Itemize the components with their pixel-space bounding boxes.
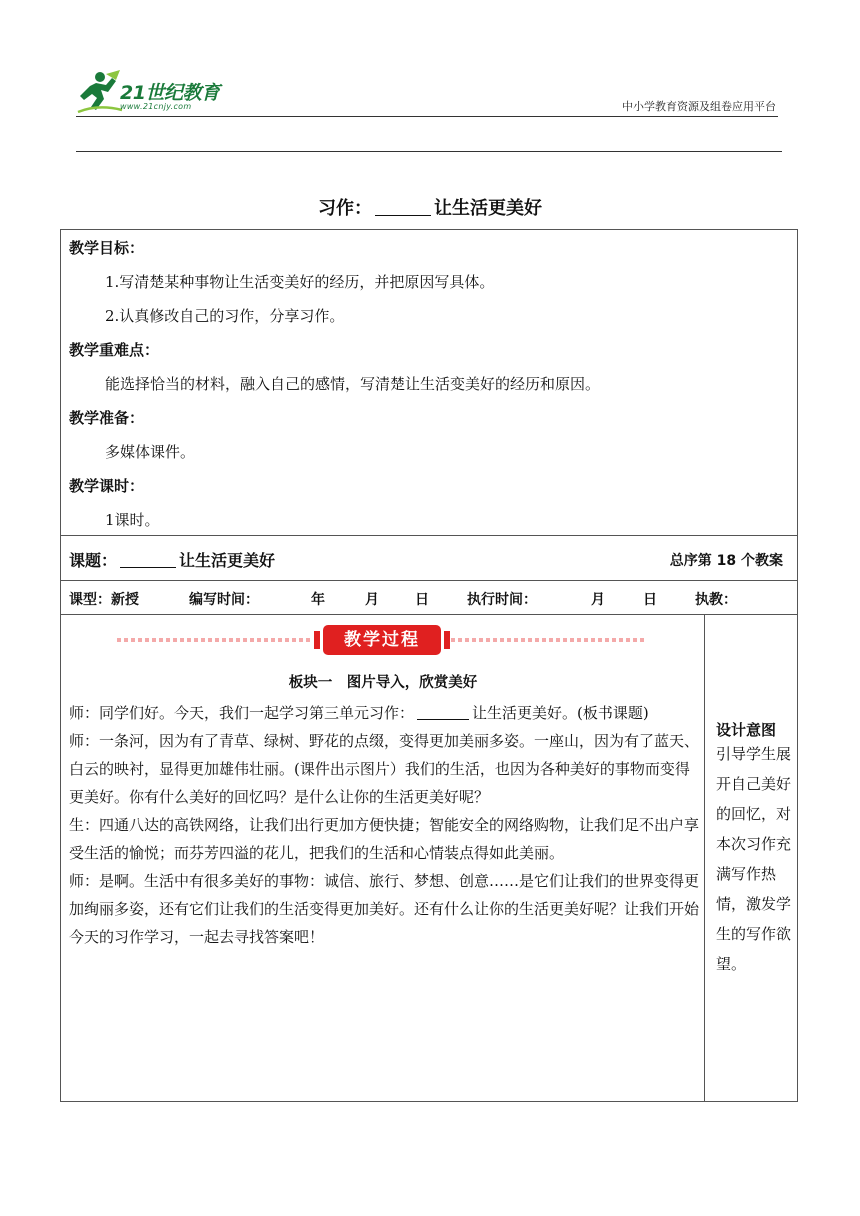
design-intent-text: 引导学生展开自己美好的回忆，对本次习作充满写作热情，激发学生的写作欲望。 <box>716 745 792 973</box>
compile-time-label: 编写时间： <box>189 592 259 608</box>
banner-dots-left <box>117 638 313 642</box>
logo-text: 21世纪教育 <box>120 82 220 104</box>
design-intent-column <box>706 615 797 1101</box>
exec-time-label: 执行时间： <box>467 592 537 608</box>
para1-start: 师：同学们好。今天，我们一起学习第三单元习作： <box>69 704 415 722</box>
page-title <box>0 194 860 220</box>
block-title: 板块一 图片导入，欣赏美好 <box>288 675 478 691</box>
title-blank <box>375 200 431 216</box>
header-divider <box>76 116 778 117</box>
key-points-text: 能选择恰当的材料，融入自己的感情，写清楚让生活变美好的经历和原因。 <box>105 375 601 393</box>
preparation-label: 教学准备： <box>69 409 145 427</box>
lesson-info-row <box>61 581 797 615</box>
periods-label: 教学课时： <box>69 477 145 495</box>
compile-year: 年 <box>311 592 325 608</box>
process-section <box>61 615 797 1101</box>
goals-section <box>61 230 797 536</box>
process-paragraph-2: 师：一条河，因为有了青草、绿树、野花的点缀，变得更加美丽多姿。一座山，因为有了蓝天、白云的映衬，显得更加雄伟壮丽。(课件出示图片）我们的生活，也因为各种美好的事物而变得更美好。你有什么美好的回忆吗？是什么让你的生活更美好呢？ <box>69 732 700 806</box>
process-paragraph-3: 生：四通八达的高铁网络，让我们出行更加方便快捷；智能安全的网络购物，让我们足不出户享受生活的愉悦；而芬芳四溢的花儿，把我们的生活和心情装点得如此美丽。 <box>69 816 700 862</box>
para1-end: 让生活更美好。(板书课题) <box>472 704 649 722</box>
platform-name: 中小学教育资源及组卷应用平台 <box>622 100 776 113</box>
goal-item-2: 2.认真修改自己的习作，分享习作。 <box>105 307 345 325</box>
preparation-text: 多媒体课件。 <box>105 443 196 461</box>
periods-text: 1课时。 <box>105 511 160 529</box>
goal-item-1: 1.写清楚某种事物让生活变美好的经历，并把原因写具体。 <box>105 273 495 291</box>
header-divider-lower <box>76 151 782 152</box>
exec-day: 日 <box>643 592 657 608</box>
key-points-label: 教学重难点： <box>69 341 160 359</box>
process-paragraph-1 <box>69 699 699 727</box>
compile-day: 日 <box>415 592 429 608</box>
page-header <box>0 0 860 160</box>
design-intent-label: 设计意图 <box>716 721 777 739</box>
topic-title <box>69 548 275 571</box>
process-banner <box>117 625 647 655</box>
goals-label: 教学目标： <box>69 239 145 257</box>
teacher-label: 执教： <box>695 592 737 608</box>
compile-month: 月 <box>365 592 379 608</box>
lesson-type: 课型：新授 <box>69 592 139 608</box>
lesson-plan-table <box>60 229 798 1102</box>
exec-month: 月 <box>591 592 605 608</box>
topic-label: 课题： <box>69 551 118 570</box>
banner-dots-right <box>451 638 647 642</box>
para1-blank <box>417 706 469 720</box>
topic-blank <box>120 552 176 568</box>
banner-label: 教学过程 <box>323 625 441 655</box>
lesson-serial: 总序第 18 个教案 <box>669 553 783 569</box>
process-main <box>61 615 705 1101</box>
process-paragraph-4: 师：是啊。生活中有很多美好的事物：诚信、旅行、梦想、创意……是它们让我们的世界变得更加绚丽多姿，还有它们让我们的生活变得更加美好。还有什么让你的生活更美好呢？让我们开始今天的习作学习，一起去寻找答案吧！ <box>69 872 700 946</box>
process-text <box>69 699 699 951</box>
title-suffix: 让生活更美好 <box>434 198 542 219</box>
logo <box>76 68 246 118</box>
title-prefix: 习作： <box>318 198 372 219</box>
runner-icon <box>76 70 124 116</box>
topic-suffix: 让生活更美好 <box>179 551 276 570</box>
topic-row <box>61 536 797 581</box>
logo-url: www.21cnjy.com <box>120 102 192 111</box>
